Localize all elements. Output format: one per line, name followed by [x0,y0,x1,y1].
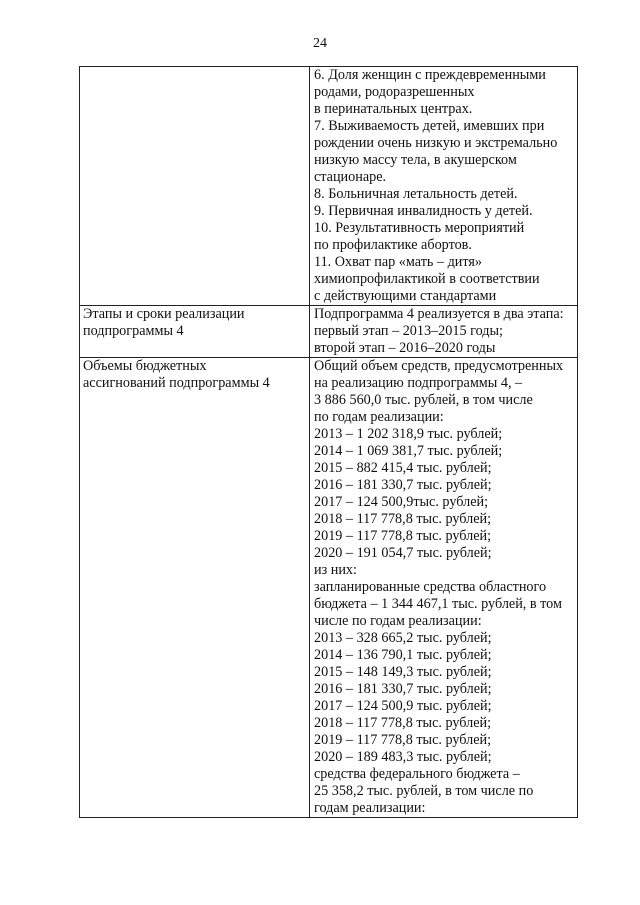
page-number: 24 [313,36,327,51]
content-line: 2016 – 181 330,7 тыс. рублей; [314,681,492,697]
label-line: Этапы и сроки реализации [83,306,245,322]
content-line: 2020 – 191 054,7 тыс. рублей; [314,545,492,561]
content-line: числе по годам реализации: [314,613,482,629]
content-line: 7. Выживаемость детей, имевших при [314,118,545,134]
passport-table [79,66,578,818]
content-line: 10. Результативность мероприятий [314,220,525,236]
content-line: стационаре. [314,169,387,185]
table-row [80,67,578,306]
content-line: по годам реализации: [314,409,444,425]
content-line: средства федерального бюджета – [314,766,520,782]
content-line: низкую массу тела, в акушерском [314,152,517,168]
content-line: Общий объем средств, предусмотренных [314,358,564,374]
row-label-cell [80,358,310,818]
content-line: 2013 – 1 202 318,9 тыс. рублей; [314,426,503,442]
table-row [80,358,578,818]
content-line: годам реализации: [314,800,426,816]
content-line: 2017 – 124 500,9 тыс. рублей; [314,698,492,714]
content-line: 2014 – 136 790,1 тыс. рублей; [314,647,492,663]
content-line: 2019 – 117 778,8 тыс. рублей; [314,732,492,748]
table-body [80,67,578,818]
content-line: 2020 – 189 483,3 тыс. рублей; [314,749,492,765]
content-line: на реализацию подпрограммы 4, – [314,375,523,391]
content-line: 2015 – 148 149,3 тыс. рублей; [314,664,492,680]
content-line: 6. Доля женщин с преждевременными [314,67,546,83]
content-line: 2017 – 124 500,9тыс. рублей; [314,494,489,510]
content-line: рождении очень низкую и экстремально [314,135,558,151]
content-line: в перинатальных центрах. [314,101,473,117]
content-line: по профилактике абортов. [314,237,472,253]
label-line: Объемы бюджетных [83,358,207,374]
row-content-cell [310,67,578,306]
row-label-cell [80,306,310,358]
row-content-cell [310,358,578,818]
content-line: 2018 – 117 778,8 тыс. рублей; [314,715,492,731]
content-line: 2013 – 328 665,2 тыс. рублей; [314,630,492,646]
content-line: 2014 – 1 069 381,7 тыс. рублей; [314,443,503,459]
row-content-cell [310,306,578,358]
content-line: первый этап – 2013–2015 годы; [314,323,503,339]
content-line: 2015 – 882 415,4 тыс. рублей; [314,460,492,476]
content-line: 8. Больничная летальность детей. [314,186,518,202]
content-line: из них: [314,562,357,578]
content-line: 9. Первичная инвалидность у детей. [314,203,533,219]
content-line: Подпрограмма 4 реализуется в два этапа: [314,306,564,322]
content-line: бюджета – 1 344 467,1 тыс. рублей, в том [314,596,562,612]
content-line: 3 886 560,0 тыс. рублей, в том числе [314,392,533,408]
content-line: родами, родоразрешенных [314,84,475,100]
label-line: ассигнований подпрограммы 4 [83,375,270,391]
label-line: подпрограммы 4 [83,323,184,339]
content-line: с действующими стандартами [314,288,497,304]
row-label-cell [80,67,310,306]
content-line: 2016 – 181 330,7 тыс. рублей; [314,477,492,493]
content-line: запланированные средства областного [314,579,547,595]
content-line: химиопрофилактикой в соответствии [314,271,540,287]
table-row [80,306,578,358]
content-line: 2018 – 117 778,8 тыс. рублей; [314,511,492,527]
content-line: 11. Охват пар «мать – дитя» [314,254,483,270]
content-line: 2019 – 117 778,8 тыс. рублей; [314,528,492,544]
content-line: второй этап – 2016–2020 годы [314,340,496,356]
content-line: 25 358,2 тыс. рублей, в том числе по [314,783,534,799]
